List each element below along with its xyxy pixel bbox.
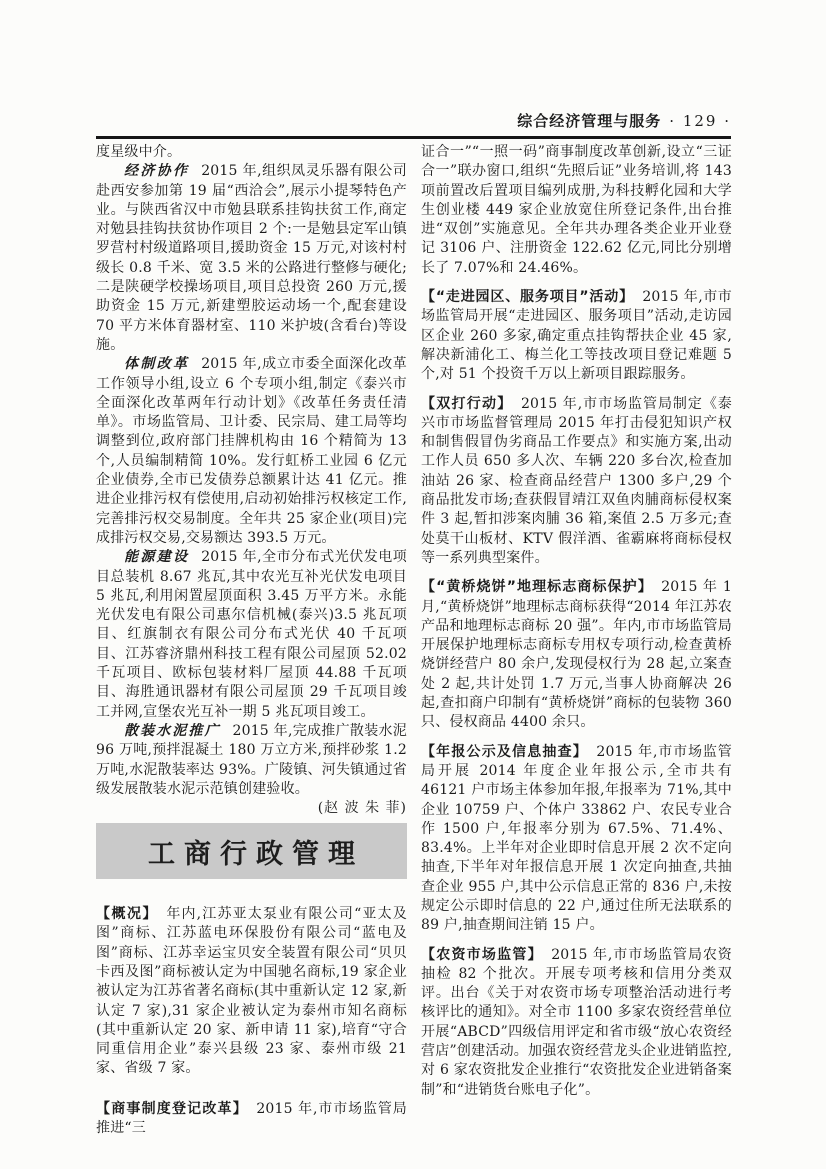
right-blocks bbox=[421, 143, 732, 1100]
paragraph bbox=[96, 143, 407, 162]
left-column bbox=[96, 143, 407, 1138]
entry-text: 2015 年,市市场监管局推进“三 bbox=[96, 1100, 407, 1137]
paragraph-head: 能源建设 bbox=[124, 549, 190, 566]
paragraph-text: 2015 年,成立市委全面深化改革工作领导小组,设立 6 个专项小组,制定《泰兴市全面深化改革两年行动计划》《改革任务责任清单》。市场监管局、卫计委、民宗局、建工局等均调整到位,政府部门挂牌机构由 16 个精简为 13 个,人员编制精简 10%。发行虹桥工业园 6 亿元企业债券,全市已发债券总额累计达 41 亿元。推进企业排污权有偿使用,启动初始排污权核定工作,完善排污权交易制度。全年共 25 家企业(项目)完成排污权交易,交易额达 393.5 万元。 bbox=[96, 356, 407, 546]
entry-text: 2015 年,市市场监管局开展 2014 年度企业年报公示,全市共有 46121 户市场主体参加年报,年报率为 71%,其中企业 10759 户、个体户 33862 户、农民专业合作 1500 户,年报率分别为 67.5%、71.4%、83.4%。上半年对企业即时信息开展 2 次不定向抽查,下半年对年报信息开展 1 次定向抽查,共抽查企业 955 户,其中公示信息正常的 836 户,未按规定公示即时信息的 22 户,通过住所无法联系的 89 户,抽查期间注销 15 户。 bbox=[421, 743, 733, 934]
entry-head: 【“黄桥烧饼”地理标志商标保护】 bbox=[421, 579, 653, 596]
left-entries bbox=[96, 905, 407, 1138]
paragraph-text: 2015 年,完成推广散装水泥 96 万吨,预拌混凝土 180 万立方米,预拌砂浆 1.2 万吨,水泥散装率达 93%。广陵镇、河失镇通过省级发展散装水泥示范镇创建验收。 bbox=[96, 722, 407, 797]
paragraph-head: 散装水泥推广 bbox=[124, 722, 221, 739]
entry-head: 【农资市场监管】 bbox=[421, 946, 543, 963]
paragraph-text: 2015 年,全市分布式光伏发电项目总装机 8.67 兆瓦,其中农光互补光伏发电项目 5 兆瓦,利用闲置屋顶面积 3.45 万平方米。永能光伏发电有限公司惠尔信机械(泰兴)3.5 兆瓦项目、红旗制衣有限公司分布式光伏 40 千瓦项目、江苏睿济鼎州科技工程有限公司屋顶 52.02 千瓦项目、欧标包装材料厂屋顶 44.88 千瓦项目、海胜通讯器材有限公司屋顶 29 千瓦项目竣工并网,宣堡农光互补一期 5 兆瓦项目竣工。 bbox=[96, 549, 407, 720]
running-title: 综合经济管理与服务 bbox=[517, 112, 662, 130]
page-header bbox=[96, 110, 731, 131]
attribution: (赵 波 朱 菲) bbox=[317, 800, 407, 817]
entry-paragraph bbox=[421, 143, 732, 278]
entry-paragraph bbox=[96, 1100, 407, 1139]
entry-head: 【“走进园区、服务项目”活动】 bbox=[421, 289, 634, 306]
paragraph-text: 2015 年,组织凤灵乐器有限公司赴西安参加第 19 届“西洽会”,展示小提琴特色产业。与陕西省汉中市勉县联系挂钩扶贫工作,商定对勉县挂钩扶贫协作项目 2 个:一是勉县定军山镇罗营村村级道路项目,援助资金 15 万元,对该村村级长 0.8 千米、宽 3.5 米的公路进行整修与硬化;二是陕硬学校操场项目,项目总投资 260 万元,援助资金 15 万元,新建塑胶运动场一个,配套建设 70 平方米体育器材室、110 米护坡(含看台)等设施。 bbox=[96, 163, 407, 353]
entry-paragraph bbox=[421, 743, 732, 936]
entry-text: 年内,江苏亚太泵业有限公司“亚太及图”商标、江苏蓝电环保股份有限公司“蓝电及图”商标、江苏幸运宝贝安全装置有限公司“贝贝卡西及图”商标被认定为中国驰名商标,19 家企业被认定为江苏省著名商标(其中重新认定 12 家,新认定 7 家),31 家企业被认定为泰州市知名商标(其中重新认定 20 家、新申请 11 家),培育“守合同重信用企业”泰兴县级 23 家、泰州市级 21 家、省级 7 家。 bbox=[96, 906, 407, 1077]
paragraph bbox=[96, 162, 407, 355]
entry-head: 【商事制度登记改革】 bbox=[96, 1100, 248, 1117]
entry-head: 【概况】 bbox=[96, 906, 158, 923]
entry-text: 证合一”“一照一码”商事制度改革创新,设立“三证合一”联办窗口,组织“先照后证”业务培训,将 143 项前置改后置项目编列成册,为科技孵化园和大学生创业楼 449 家企业放宽住所登记条件,出台推进“双创”实施意见。全年共办理各类企业开业登记 3106 户、注册资金 122.62 亿元,同比分别增长了 7.07%和 24.46%。 bbox=[421, 144, 732, 276]
entry-paragraph bbox=[421, 288, 732, 384]
paragraph bbox=[96, 548, 407, 722]
entry-head: 【年报公示及信息抽查】 bbox=[421, 743, 588, 760]
paragraph bbox=[96, 355, 407, 548]
content-columns bbox=[96, 143, 732, 1138]
entry-paragraph bbox=[421, 946, 732, 1100]
paragraph-head: 体制改革 bbox=[124, 356, 190, 373]
entry-text: 2015 年,市市场监管局农资抽检 82 个批次。开展专项考核和信用分类双评。出台《关于对农资市场专项整治活动进行考核评比的通知》。对全市 1100 多家农资经营单位开展“ABCD”四级信用评定和省市级“放心农资经营店”创建活动。加强农资经营龙头企业进销监控,对 6 家农资批发企业推行“农资批发企业进销备案制”和“进销货台账电子化”。 bbox=[421, 946, 732, 1098]
header-rule bbox=[96, 136, 731, 139]
entry-head: 【双打行动】 bbox=[421, 395, 513, 412]
entry-text: 2015 年 1 月,“黄桥烧饼”地理标志商标获得“2014 年江苏农产品和地理标志商标 20 强”。年内,市市场监管局开展保护地理标志商标专用权专项行动,检查黄桥烧饼经营户 80 余户,发现侵权行为 28 起,立案查处 2 起,共计处罚 1.7 万元,当事人协商解决 26 起,查扣商户印制有“黄桥烧饼”商标的包装物 360 只、侵权商品 4400 余只。 bbox=[421, 579, 732, 731]
entry-text: 2015 年,市市场监管局开展“走进园区、服务项目”活动,走访园区企业 260 多家,确定重点挂钩帮扶企业 45 家,解决新浦化工、梅兰化工等技改项目登记难题 5 个,对 51 个投资千万以上新项目跟踪服务。 bbox=[421, 289, 732, 383]
section-banner bbox=[96, 823, 407, 879]
paragraph bbox=[96, 722, 407, 817]
entry-paragraph bbox=[96, 905, 407, 1079]
right-column bbox=[421, 143, 732, 1138]
section-banner-title: 工商行政管理 bbox=[148, 838, 364, 870]
entry-text: 2015 年,市市场监管局制定《泰兴市市场监督管理局 2015 年打击侵犯知识产权和制售假冒伪劣商品工作要点》和实施方案,出动工作人员 650 多人次、车辆 220 多台次,检查加油站 26 家、检查商品经营户 1300 多户,29 个商品批发市场;查获假冒靖江双鱼肉脯商标侵权案件 3 起,暂扣涉案肉脯 36 箱,案值 2.5 万多元;查处莫干山板材、KTV 假洋酒、雀霸麻将商标侵权等一系列典型案件。 bbox=[421, 395, 732, 566]
left-top-blocks bbox=[96, 143, 407, 817]
paragraph-text: 度星级中介。 bbox=[96, 144, 182, 160]
entry-paragraph bbox=[421, 578, 732, 732]
entry-paragraph bbox=[421, 395, 732, 569]
page-number: · 129 · bbox=[669, 112, 731, 130]
paragraph-head: 经济协作 bbox=[124, 163, 190, 180]
